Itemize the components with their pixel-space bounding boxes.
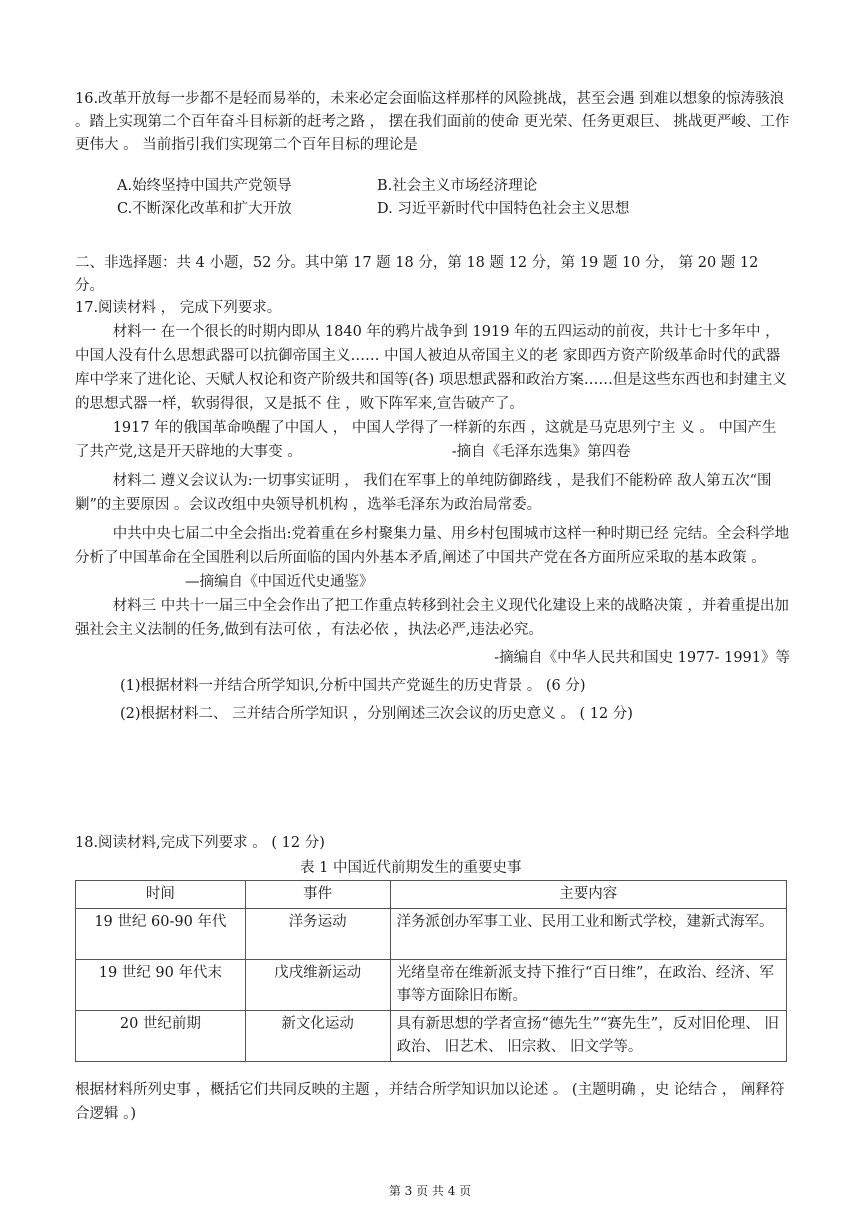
material-2-source: —摘编自《中国近代史通鉴》: [185, 574, 374, 590]
header-content: 主要内容: [390, 881, 786, 909]
table-header-row: [76, 881, 787, 909]
row-event: 新文化运动: [245, 1011, 390, 1062]
row-content: 洋务派创办军事工业、民用工业和断式学校，建新式海军。: [390, 909, 786, 960]
section-2-heading: 二、非选择题：共 4 小题，52 分。其中第 17 题 18 分，第 18 题 12 分，第 19 题 10 分， 第 20 题 12 分。: [75, 255, 759, 294]
question-17-sub-1: (1)根据材料一并结合所学知识,分析中国共产党诞生的历史背景 。 (6 分): [120, 678, 586, 694]
row-content: 具有新思想的学者宣扬“德先生”“赛先生”，反对旧伦理、 旧政治、 旧艺术、 旧宗救、 旧文学等。: [390, 1011, 786, 1062]
material-2-paragraph-2-text: 中共中央七届二中全会指出:党着重在乡村聚集力量、用乡村包围城市这样一种时期已经 完结。全会科学地分析了中国革命在全国胜利以后所面临的国内外基本矛盾,阐述了中国共产党在各方面所应采取的基本政策 。: [75, 526, 790, 566]
material-2-paragraph-2: [75, 522, 790, 594]
material-3-paragraph-1: 材料三 中共十一届三中全会作出了把工作重点转移到社会主义现代化建设上来的战略决策 ，并着重提出加强社会主义法制的任务,做到有法可依 ，有法必依 ，执法必严,违法必究。: [75, 598, 789, 638]
row-time: 19 世纪 60-90 年代: [76, 909, 246, 960]
table-row: [76, 909, 787, 960]
option-a: A.始终坚持中国共产党领导: [117, 178, 292, 194]
question-16-options: [117, 175, 757, 221]
events-table: [75, 880, 787, 1062]
material-3-source: -摘编自《中华人民共和国史 1977- 1991》等: [494, 650, 790, 666]
question-17-sub-2: (2)根据材料二、 三并结合所学知识 ，分别阐述三次会议的历史意义 。 ( 12 分): [120, 706, 633, 722]
table-row: [76, 960, 787, 1011]
row-event: 戊戌维新运动: [245, 960, 390, 1011]
header-event: 事件: [245, 881, 390, 909]
header-time: 时间: [76, 881, 246, 909]
table-row: [76, 1011, 787, 1062]
table-caption: 表 1 中国近代前期发生的重要史事: [300, 860, 522, 876]
page-footer: 第 3 页 共 4 页: [388, 1184, 472, 1198]
question-16-stem: 16.改革开放每一步都不是轻而易举的，未来必定会面临这样那样的风险挑战，甚至会遇 到难以想象的惊涛骇浪 。踏上实现第二个百年奋斗目标新的赶考之路 ， 摆在我们面前的使命 更光荣、任务更艰巨、 挑战更严峻、工作更伟大 。 当前指引我们实现第二个百年目标的理论是: [75, 91, 790, 153]
row-time: 20 世纪前期: [76, 1011, 246, 1062]
material-1-paragraph-2-text: 1917 年的俄国革命唤醒了中国人 ， 中国人学得了一样新的东西 ，这就是马克思列宁主 义 。 中国产生了共产党,这是开天辟地的大事变 。: [75, 420, 777, 460]
material-1-paragraph-2: [75, 416, 790, 464]
row-content: 光绪皇帝在维新派支持下推行“百日维”，在政治、经济、军事等方面除旧布断。: [390, 960, 786, 1011]
row-time: 19 世纪 90 年代末: [76, 960, 246, 1011]
material-1-source: -摘自《毛泽东选集》第四卷: [451, 444, 631, 460]
option-d: D. 习近平新时代中国特色社会主义思想: [377, 201, 630, 217]
question-18-instruction: 根据材料所列史事 ，概括它们共同反映的主题 ，并结合所学知识加以论述 。 (主题明确 ，史 论结合 ， 阐释符合逻辑 。): [75, 1082, 785, 1122]
options-row-1: [117, 175, 757, 198]
question-17: [75, 296, 790, 726]
option-b: B.社会主义市场经济理论: [377, 178, 538, 194]
question-18-title: 18.阅读材料,完成下列要求 。 ( 12 分): [75, 835, 325, 851]
row-event: 洋务运动: [245, 909, 390, 960]
material-2-paragraph-1: 材料二 遵义会议认为:一切事实证明 ， 我们在军事上的单纯防御路线 ，是我们不能粉碎 敌人第五次“围剿”的主要原因 。会议改组中央领导机机构 ，选举毛泽东为政治局常委。: [75, 473, 772, 513]
options-row-2: [117, 198, 757, 221]
option-c: C.不断深化改革和扩大开放: [117, 201, 292, 217]
material-1-paragraph-1: 材料一 在一个很长的时期内即从 1840 年的鸦片战争到 1919 年的五四运动的前夜，共计七十多年中 ， 中国人没有什么思想武器可以抗御帝国主义…… 中国人被迫从帝国主义的老 家即西方资产阶级革命时代的武器库中学来了进化论、天赋人权论和资产阶级共和国等(各) 项思想武器和政治方案……但是这些东西也和封建主义的思想式器一样，软弱得很，又是抵不 住 ，败下阵军来,宣告破产了。: [75, 324, 787, 412]
question-17-title: 17.阅读材料 ， 完成下列要求。: [75, 300, 282, 316]
